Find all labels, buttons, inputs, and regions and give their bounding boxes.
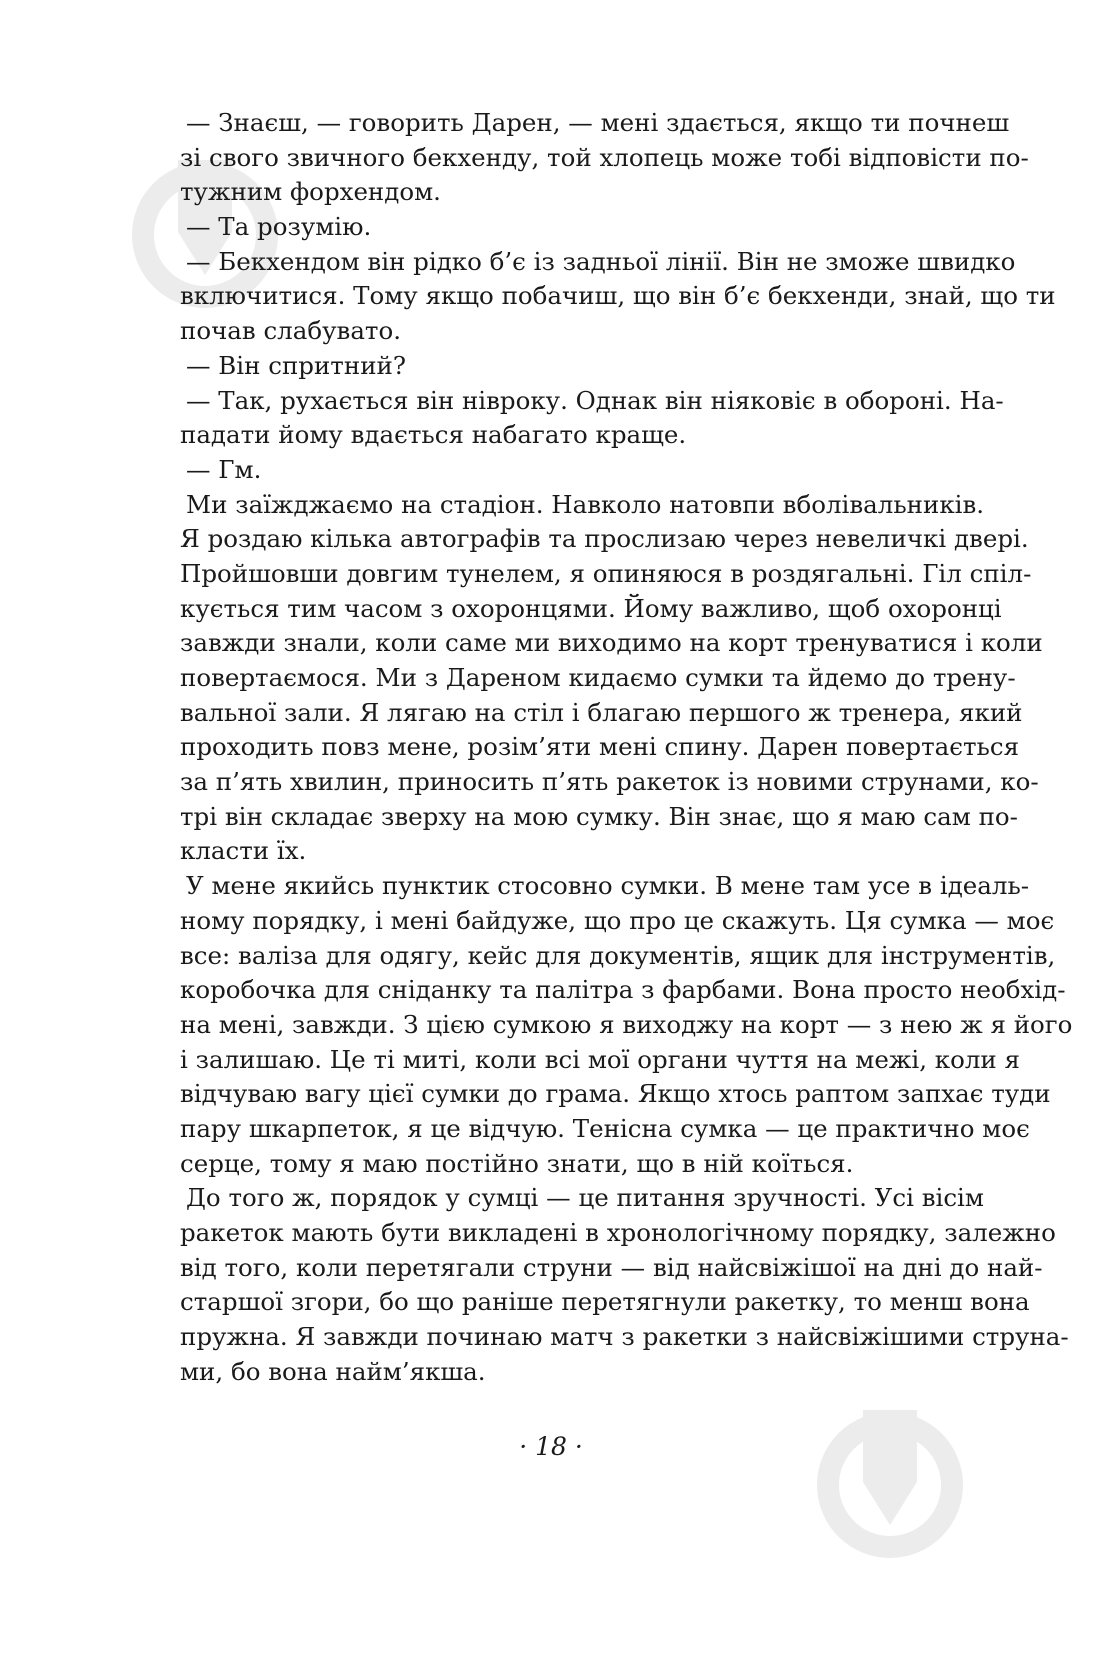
text-line: кується тим часом з охоронцями. Йому важливо, щоб охоронці — [180, 593, 1002, 623]
text-line: все: валіза для одягу, кейс для документів, ящик для інструментів, — [180, 940, 1056, 970]
text-line: тужним форхендом. — [180, 177, 441, 207]
text-line: пружна. Я завжди починаю матч з ракетки з найсвіжішими струна- — [180, 1322, 1069, 1352]
text-line: коробочка для сніданку та палітра з фарбами. Вона просто необхід- — [180, 975, 1066, 1005]
text-line: ми, бо вона найм’якша. — [180, 1356, 486, 1386]
text-line: за п’ять хвилин, приносить п’ять ракеток із новими струнами, ко- — [180, 767, 1039, 797]
text-line: почав слабувато. — [180, 316, 402, 346]
text-line: — Так, рухається він нівроку. Однак він ніяковіє в обороні. На- — [186, 385, 1004, 415]
text-line: пару шкарпеток, я це відчую. Тенісна сумка — це практично моє — [180, 1113, 1030, 1143]
text-line: Ми заїжджаємо на стадіон. Навколо натовпи вболівальників. — [186, 489, 985, 519]
text-line: — Він спритний? — [186, 350, 406, 380]
text-line: У мене якийсь пунктик стосовно сумки. В мене там усе в ідеаль- — [186, 871, 1030, 901]
text-line: відчуваю вагу цієї сумки до грама. Якщо хтось раптом запхає туди — [180, 1079, 1051, 1109]
text-line: зі свого звичного бекхенду, той хлопець може тобі відповісти по- — [180, 142, 1029, 172]
text-line: До того ж, порядок у сумці — це питання зручності. Усі вісім — [186, 1183, 984, 1213]
text-line: і залишаю. Це ті миті, коли всі мої органи чуття на межі, коли я — [180, 1044, 1020, 1074]
text-line: вальної зали. Я лягаю на стіл і благаю першого ж тренера, який — [180, 697, 1023, 727]
text-line: — Гм. — [186, 454, 262, 484]
text-line: від того, коли перетягали струни — від найсвіжішої на дні до най- — [180, 1252, 1043, 1282]
text-line: серце, тому я маю постійно знати, що в ній коїться. — [180, 1148, 854, 1178]
watermark-arrow-icon — [815, 1390, 965, 1560]
text-line: класти їх. — [180, 836, 307, 866]
body-text — [180, 106, 1073, 1389]
text-line: падати йому вдається набагато краще. — [180, 420, 687, 450]
text-line: — Та розумію. — [186, 212, 372, 242]
text-line: Я роздаю кілька автографів та прослизаю через невеличкі двері. — [180, 524, 1029, 554]
text-line: трі він складає зверху на мою сумку. Він знає, що я маю сам по- — [180, 801, 1018, 831]
text-line: завжди знали, коли саме ми виходимо на корт тренуватися і коли — [180, 628, 1043, 658]
text-line: проходить повз мене, розім’яти мені спину. Дарен повертається — [180, 732, 1020, 762]
text-line: ракеток мають бути викладені в хронологічному порядку, залежно — [180, 1218, 1056, 1247]
text-line: повертаємося. Ми з Дареном кидаємо сумки та йдемо до трену- — [180, 663, 1016, 692]
text-line: — Знаєш, — говорить Дарен, — мені здається, якщо ти почнеш — [186, 108, 1010, 137]
text-line: ному порядку, і мені байдуже, що про це скажуть. Ця сумка — моє — [180, 905, 1055, 935]
text-line: на мені, завжди. З цією сумкою я виходжу на корт — з нею ж я його — [180, 1009, 1073, 1039]
text-line: — Бекхендом він рідко б’є із задньої лінії. Він не зможе швидко — [186, 246, 1016, 276]
page-number: · 18 · — [519, 1432, 583, 1461]
text-line: Пройшовши довгим тунелем, я опиняюся в роздягальні. Гіл спіл- — [180, 558, 1032, 588]
text-line: старшої згори, бо що раніше перетягнули ракетку, то менш вона — [180, 1287, 1030, 1317]
text-line: включитися. Тому якщо побачиш, що він б’є бекхенди, знай, що ти — [180, 281, 1056, 311]
